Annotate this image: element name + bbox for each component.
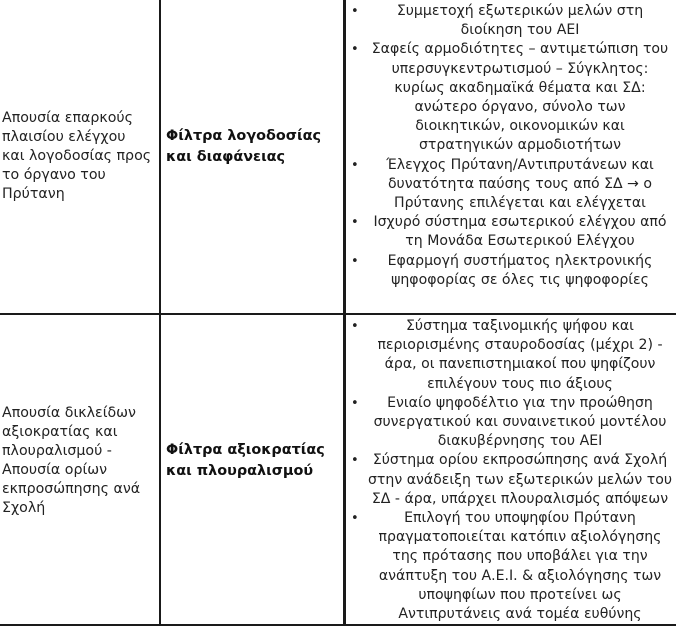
- list-item: • Σαφείς αρμοδιότητες – αντιμετώπιση του υπερσυγκεντρωτισμού – Σύγκλητος: κυρίως ακαδημαϊκά θέματα και ΣΔ: ανώτερο όργανο, σύνολο των διοικητικών, οικονομικών και στρατηγικών αρμοδιοτήτων: [351, 41, 669, 154]
- list-item: • Επιλογή του υποψηφίου Πρύτανη πραγματοποιείται κατόπιν αξιολόγησης της πρότασης που υποβάλει για την ανάπτυξη του Α.Ε.Ι. & αξιολόγησης των υποψηφίων που προτείνει ως Αντιπρυτάνεις ανά τομέα ευθύνης: [351, 510, 662, 623]
- row-2-category-cell: Φίλτρα αξιοκρατίας και πλουραλισμού: [166, 442, 325, 479]
- list-item: • Ισχυρό σύστημα εσωτερικού ελέγχου από τη Μονάδα Εσωτερικού Ελέγχου: [351, 214, 667, 250]
- list-item: • Εφαρμογή συστήματος ηλεκτρονικής ψηφοφορίας σε όλες τις ψηφοφορίες: [351, 252, 653, 288]
- bullet-icon: •: [351, 453, 359, 469]
- row-1-problem-cell: Απουσία επαρκούς πλαισίου ελέγχου και λογοδοσίας προς το όργανο του Πρύτανη: [2, 110, 152, 202]
- list-item: • Σύστημα ορίου εκπροσώπησης ανά Σχολή στην ανάδειξη των εξωτερικών μελών του ΣΔ - άρα, υπάρχει πλουραλισμός απόψεων: [351, 452, 672, 507]
- bullet-icon: •: [351, 215, 359, 231]
- bullet-icon: •: [351, 395, 359, 411]
- bullet-icon: •: [351, 253, 359, 269]
- row-1-measures-list: [345, 2, 676, 290]
- bullet-icon: •: [351, 319, 359, 334]
- bullet-icon: •: [351, 157, 359, 173]
- list-item: • Έλεγχος Πρύτανη/Αντιπρυτάνεων και δυνατότητα παύσης τους από ΣΔ → ο Πρύτανης επιλέγεται και ελέγχεται: [351, 156, 654, 212]
- row-2-measures-list: [345, 317, 676, 624]
- bullet-icon: •: [351, 42, 359, 58]
- row-2-problem-cell: Απουσία δικλείδων αξιοκρατίας και πλουραλισμού - Απουσία ορίων εκπροσώπησης ανά Σχολή: [2, 405, 141, 516]
- list-item: • Συμμετοχή εξωτερικών μελών στη διοίκηση του ΑΕΙ: [351, 3, 644, 39]
- bullet-icon: •: [351, 4, 359, 19]
- row-divider: [0, 313, 676, 315]
- row-1-category-cell: Φίλτρα λογοδοσίας και διαφάνειας: [166, 128, 322, 165]
- bullet-icon: •: [351, 511, 359, 527]
- list-item: • Ενιαίο ψηφοδέλτιο για την προώθηση συνεργατικού και συναινετικού μοντέλου διακυβέρνησης του ΑΕΙ: [351, 394, 667, 450]
- list-item: • Σύστημα ταξινομικής ψήφου και περιορισμένης σταυροδοσίας (μέχρι 2) - άρα, οι πανεπιστημιακοί που ψηφίζουν επιλέγουν τους πιο άξιους: [351, 318, 663, 392]
